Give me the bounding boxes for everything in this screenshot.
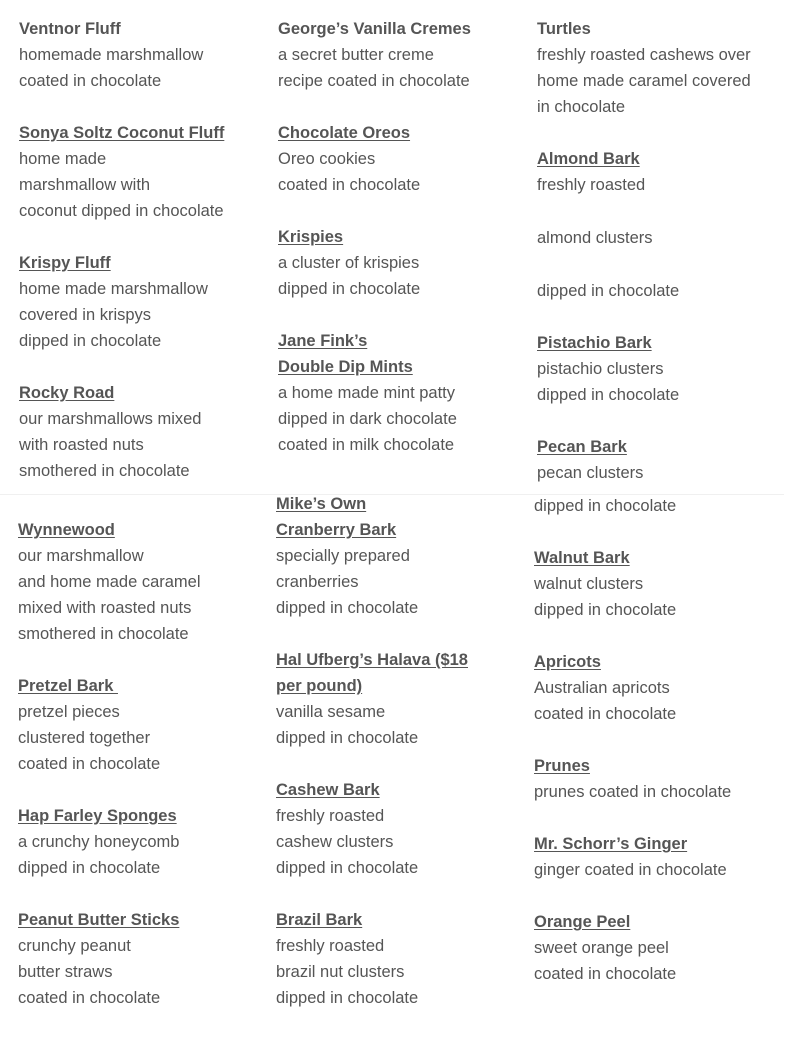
item-desc: coated in chocolate [534,705,677,723]
item-title-link[interactable]: Wynnewood [18,521,115,539]
item-desc: dipped in chocolate [18,859,161,877]
item-desc: smothered in chocolate [18,625,189,643]
menu-item [534,831,784,883]
bottom-column-3 [534,493,784,1013]
item-title-link[interactable]: Krispies [278,228,344,246]
item-desc: crunchy peanut [18,937,131,955]
item-desc: freshly roasted [276,937,385,955]
item-title-link[interactable]: Hal Ufberg’s Halava ($18 [276,651,468,669]
item-desc: home made [19,150,107,168]
item-title: Ventnor Fluff [19,20,121,38]
menu-item [537,434,787,486]
item-desc: our marshmallow [18,547,144,565]
item-desc: coated in chocolate [278,176,421,194]
menu-item [19,250,269,354]
item-title: George’s Vanilla Cremes [278,20,471,38]
menu-item [537,16,787,120]
menu-item [276,907,526,1011]
item-desc: brazil nut clusters [276,963,405,981]
item-desc: cashew clusters [276,833,394,851]
item-title-link[interactable]: Rocky Road [19,384,115,402]
menu-item [19,380,269,484]
item-title-link[interactable]: Almond Bark [537,150,640,168]
item-desc: clustered together [18,729,151,747]
item-desc: marshmallow with [19,176,151,194]
menu-item [278,120,528,198]
item-desc: freshly roasted [537,176,646,194]
item-desc: coated in chocolate [18,989,161,1007]
item-title-link[interactable]: Walnut Bark [534,549,630,567]
menu-item [18,907,268,1011]
item-desc: dipped in chocolate [276,729,419,747]
item-desc: dipped in chocolate [537,282,680,300]
item-title-link[interactable]: Mr. Schorr’s Ginger [534,835,688,853]
item-desc: walnut clusters [534,575,644,593]
item-desc: butter straws [18,963,113,981]
item-title-link[interactable]: Pretzel Bark [18,677,118,695]
item-desc: dipped in chocolate [534,601,677,619]
item-title-link[interactable]: Chocolate Oreos [278,124,411,142]
menu-item [534,649,784,727]
menu-item [276,777,526,881]
item-title-link[interactable]: per pound) [276,677,363,695]
menu-item [534,909,784,987]
item-title-link[interactable]: Brazil Bark [276,911,363,929]
top-column-1 [19,16,269,510]
item-desc: freshly roasted cashews over [537,46,751,64]
item-title-link[interactable]: Pecan Bark [537,438,627,456]
item-desc: dipped in chocolate [276,599,419,617]
menu-item [278,16,528,94]
item-title-link[interactable]: Cranberry Bark [276,521,397,539]
menu-item [19,16,269,94]
item-desc: in chocolate [537,98,626,116]
bottom-column-1 [18,517,268,1037]
menu-item [276,647,526,751]
item-title-link[interactable]: Krispy Fluff [19,254,111,272]
item-desc: prunes coated in chocolate [534,783,732,801]
top-column-2 [278,16,528,484]
item-title-link[interactable]: Peanut Butter Sticks [18,911,180,929]
item-desc: cranberries [276,573,359,591]
item-desc: mixed with roasted nuts [18,599,192,617]
item-desc: with roasted nuts [19,436,144,454]
item-desc: vanilla sesame [276,703,386,721]
item-desc: a home made mint patty [278,384,456,402]
item-desc: ginger coated in chocolate [534,861,727,879]
item-desc: Australian apricots [534,679,670,697]
item-title-link[interactable]: Hap Farley Sponges [18,807,177,825]
item-desc: recipe coated in chocolate [278,72,470,90]
item-title-link[interactable]: Apricots [534,653,601,671]
item-desc: pecan clusters [537,464,644,482]
top-column-3 [537,16,787,512]
item-desc: dipped in chocolate [534,497,677,515]
item-desc: specially prepared [276,547,410,565]
item-desc: a cluster of krispies [278,254,420,272]
menu-item [18,803,268,881]
item-desc: a secret butter creme [278,46,434,64]
menu-item [537,146,787,304]
menu-item [18,517,268,647]
menu-item [278,328,528,458]
item-desc: smothered in chocolate [19,462,190,480]
item-desc: and home made caramel [18,573,201,591]
item-desc: coated in chocolate [534,965,677,983]
menu-item [276,491,526,621]
item-desc: coated in milk chocolate [278,436,455,454]
item-title-link[interactable]: Double Dip Mints [278,358,413,376]
item-title-link[interactable]: Prunes [534,757,590,775]
item-desc: coated in chocolate [19,72,162,90]
item-title-link[interactable]: Mike’s Own [276,495,367,513]
item-desc: Oreo cookies [278,150,376,168]
item-desc: pretzel pieces [18,703,120,721]
menu-item [18,673,268,777]
item-title-link[interactable]: Sonya Soltz Coconut Fluff [19,124,225,142]
menu-item [537,330,787,408]
item-desc: coated in chocolate [18,755,161,773]
item-desc: pistachio clusters [537,360,664,378]
item-desc: home made caramel covered [537,72,751,90]
bottom-column-2 [276,491,526,1037]
item-desc: dipped in chocolate [278,280,421,298]
menu-item-continued [534,493,784,519]
item-title-link[interactable]: Jane Fink’s [278,332,368,350]
item-title-link[interactable]: Cashew Bark [276,781,380,799]
item-desc: home made marshmallow [19,280,208,298]
item-desc: freshly roasted [276,807,385,825]
item-title: Turtles [537,20,591,38]
menu-item [534,545,784,623]
item-desc: almond clusters [537,229,653,247]
item-title-link[interactable]: Orange Peel [534,913,631,931]
item-title-link[interactable]: Pistachio Bark [537,334,652,352]
item-desc: covered in krispys [19,306,152,324]
item-desc: dipped in chocolate [537,386,680,404]
item-desc: homemade marshmallow [19,46,204,64]
item-desc: dipped in chocolate [19,332,162,350]
item-desc: a crunchy honeycomb [18,833,180,851]
menu-item [278,224,528,302]
item-desc: dipped in chocolate [276,859,419,877]
item-desc: sweet orange peel [534,939,669,957]
menu-item [19,120,269,224]
item-desc: our marshmallows mixed [19,410,202,428]
item-desc: dipped in dark chocolate [278,410,457,428]
item-desc: coconut dipped in chocolate [19,202,224,220]
menu-item [534,753,784,805]
item-desc: dipped in chocolate [276,989,419,1007]
